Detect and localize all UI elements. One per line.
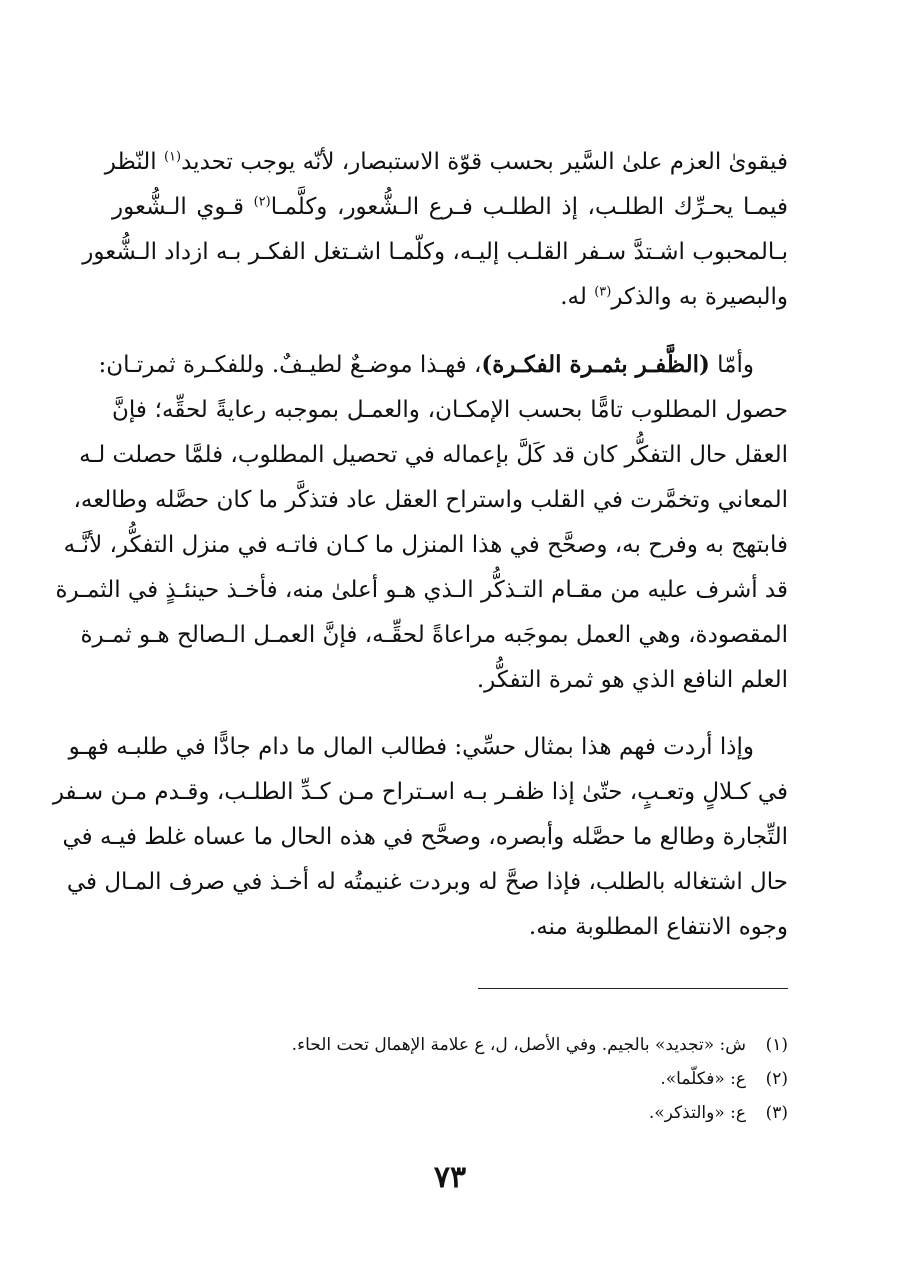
text-line	[112, 658, 788, 703]
paragraph-2	[55, 342, 788, 703]
text-segment: بـالمحبوب اشـتدَّ سـفر القلـب إليـه، وكلّمـا اشـتغل الفكـر بـه ازداد الـشُّعور	[82, 239, 788, 265]
footnote-number: (٢)	[765, 1069, 788, 1089]
text-segment: ، فهـذا موضـعٌ لطيـفٌ. وللفكـرة ثمرتـان:	[98, 352, 482, 378]
footnote-1	[112, 1028, 788, 1062]
footnote-text: ع: «والتذكر».	[648, 1103, 746, 1123]
footnote-ref-2[interactable]: (٢)	[253, 194, 271, 210]
text-line	[79, 433, 788, 478]
footnote-2	[112, 1062, 788, 1096]
section-heading-inline: (الظَّفـر بثمـرة الفكـرة)	[481, 351, 710, 378]
main-text	[52, 140, 788, 972]
text-line	[55, 568, 788, 613]
text-segment: والبصيرة به والذكر	[611, 284, 788, 310]
text-segment: التِّجارة وطالع ما حصَّله وأبصره، وصحَّح في هذه الحال ما عساه غلط فيـه في	[62, 824, 788, 850]
text-segment: وإذا أردت فهم هذا بمثال حسِّي: فطالب المال ما دام جادًّا في طلبـه فهـو	[68, 734, 754, 760]
text-line	[112, 275, 788, 320]
text-line	[112, 905, 788, 950]
text-segment: حال اشتغاله بالطلب، فإذا صحَّ له وبردت غنيمتُه له أخـذ في صرف المـال في	[66, 869, 788, 895]
text-line	[62, 815, 788, 860]
footnote-number: (١)	[765, 1035, 788, 1055]
text-segment: المقصودة، وهي العمل بموجَبه مراعاةً لحقِّـه، فإنَّ العمـل الـصالح هـو ثمـرة	[80, 622, 788, 648]
text-segment: قـوي الـشُّعور	[112, 194, 254, 220]
text-line	[112, 388, 788, 433]
text-segment: وأمّا	[709, 352, 754, 378]
footnote-text: ع: «فكلّما».	[660, 1069, 746, 1089]
footnote-3	[112, 1096, 788, 1130]
text-segment: فيقوىٰ العزم علىٰ السَّير بحسب قوّة الاستبصار، لأنّه يوجب تحديد	[181, 149, 788, 175]
footnotes	[112, 1028, 788, 1130]
text-segment: النّظر	[104, 149, 164, 175]
text-line	[73, 478, 788, 523]
text-segment: العقل حال التفكُّر كان قد كَلَّ بإعماله في تحصيل المطلوب، فلمَّا حصلت لـه	[79, 442, 788, 468]
text-segment: المعاني وتخمَّرت في القلب واستراح العقل عاد فتذكَّر ما كان حصَّله وطالعه،	[73, 487, 788, 513]
text-line	[104, 140, 788, 185]
text-segment: فيمـا يحـرِّك الطلـب، إذ الطلـب فـرع الـشُّعور، وكلَّمـا	[270, 194, 788, 220]
text-line	[63, 523, 788, 568]
page-number: ٧٣	[433, 1160, 467, 1195]
footnote-ref-1[interactable]: (١)	[163, 149, 182, 165]
footnote-separator	[478, 988, 788, 989]
footnote-ref-3[interactable]: (٣)	[594, 284, 612, 300]
text-segment: وجوه الانتفاع المطلوبة منه.	[528, 914, 788, 940]
text-line	[82, 230, 788, 275]
text-segment: فابتهج به وفرح به، وصحَّح في هذا المنزل ما كـان فاتـه في منزل التفكُّر، لأنَّـه	[63, 532, 788, 558]
footnote-text: ش: «تجديد» بالجيم. وفي الأصل، ل، ع علامة الإهمال تحت الحاء.	[291, 1035, 746, 1055]
text-segment: في كـلالٍ وتعـبٍ، حتّىٰ إذا ظفـر بـه اسـتراح مـن كـدِّ الطلـب، وقـدم مـن سـفر	[52, 779, 788, 805]
text-line	[80, 613, 788, 658]
text-line	[112, 185, 788, 230]
text-line	[52, 770, 788, 815]
paragraph-3	[52, 725, 788, 950]
text-line	[68, 725, 788, 770]
text-line	[66, 860, 788, 905]
text-segment: قد أشرف عليه من مقـام التـذكُّر الـذي هـو أعلىٰ منه، فأخـذ حينئـذٍ في الثمـرة	[55, 577, 788, 603]
text-segment: العلم النافع الذي هو ثمرة التفكُّر.	[476, 667, 788, 693]
text-line	[98, 342, 788, 388]
footnote-number: (٣)	[765, 1103, 788, 1123]
text-segment: حصول المطلوب تامًّا بحسب الإمكـان، والعمـل بموجبه رعايةً لحقِّه؛ فإنَّ	[112, 397, 788, 423]
paragraph-1	[82, 140, 788, 320]
text-segment: له.	[560, 284, 595, 310]
